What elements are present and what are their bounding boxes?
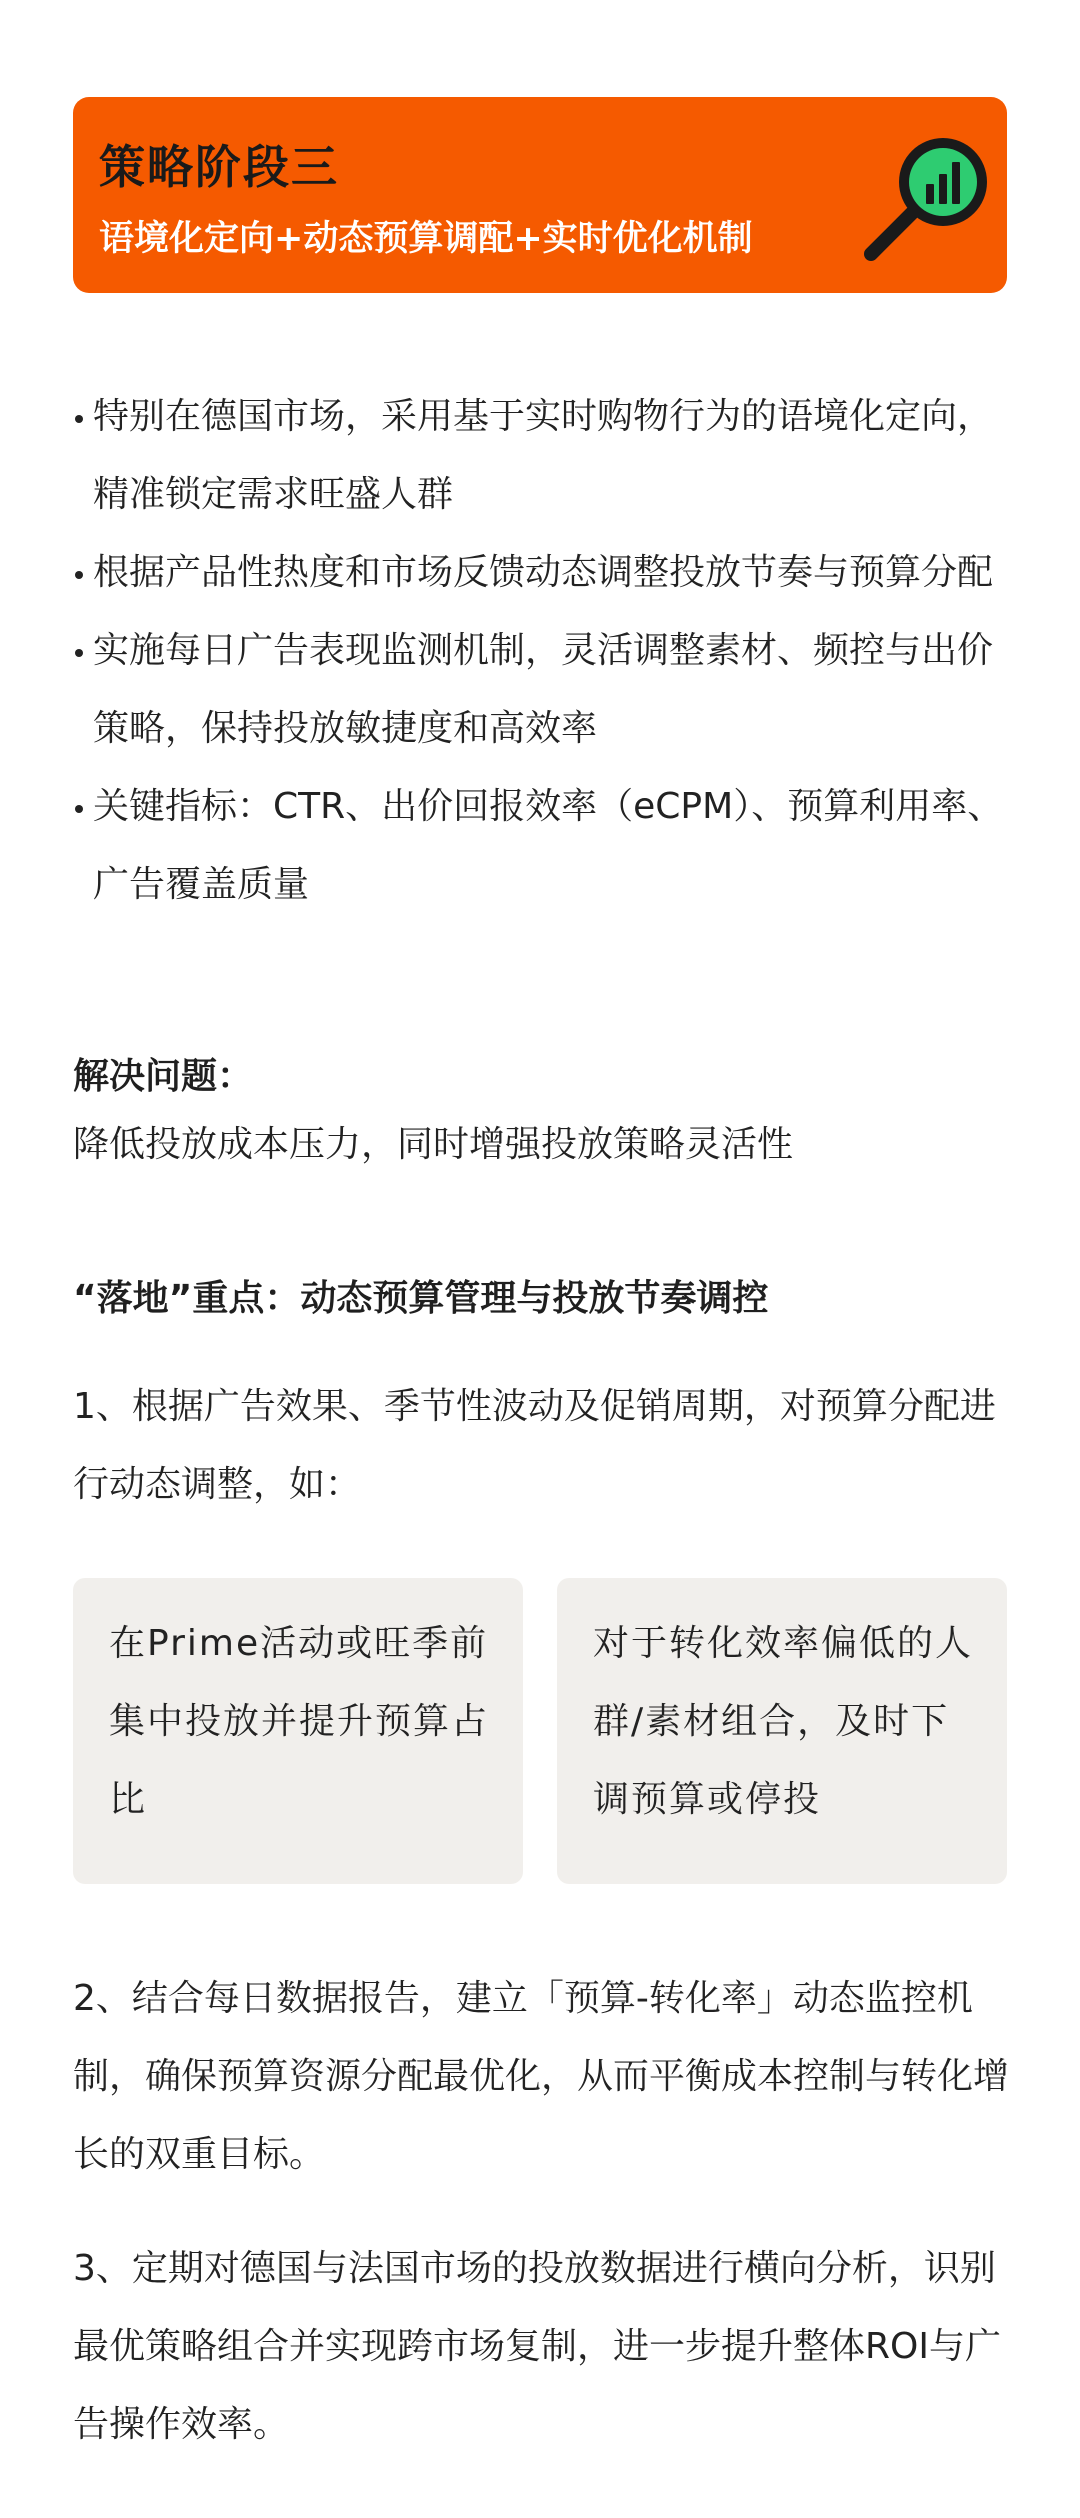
example-card-text: 对于转化效率偏低的人群/素材组合，及时下调预算或停投 bbox=[593, 1623, 974, 1820]
landing-point-1: 1、根据广告效果、季节性波动及促销周期，对预算分配进行动态调整，如： bbox=[73, 1386, 996, 1505]
landing-heading: “落地”重点：动态预算管理与投放节奏调控 bbox=[73, 1278, 769, 1319]
problem-text: 降低投放成本压力，同时增强投放策略灵活性 bbox=[73, 1124, 794, 1165]
banner-subtitle: 语境化定向+动态预算调配+实时优化机制 bbox=[99, 219, 753, 259]
landing-point-3: 3、定期对德国与法国市场的投放数据进行横向分析，识别最优策略组合并实现跨市场复制，进一步提升整体ROI与广告操作效率。 bbox=[73, 2248, 1001, 2445]
landing-point-2: 2、结合每日数据报告，建立「预算-转化率」动态监控机制，确保预算资源分配最优化，从而平衡成本控制与转化增长的双重目标。 bbox=[73, 1978, 1010, 2175]
bullet-item: 关键指标：CTR、出价回报效率（eCPM）、预算利用率、广告覆盖质量 bbox=[73, 768, 1013, 924]
magnifier-chart-icon bbox=[863, 132, 993, 262]
strategy-bullet-list bbox=[73, 378, 1013, 924]
example-card bbox=[557, 1578, 1007, 1884]
bullet-item: 特别在德国市场，采用基于实时购物行为的语境化定向，精准锁定需求旺盛人群 bbox=[73, 378, 1013, 534]
example-card bbox=[73, 1578, 523, 1884]
example-cards bbox=[73, 1578, 1007, 1884]
banner-title: 策略阶段三 bbox=[99, 140, 339, 194]
strategy-banner bbox=[73, 97, 1007, 293]
problem-heading: 解决问题： bbox=[73, 1056, 254, 1097]
example-card-text: 在Prime活动或旺季前集中投放并提升预算占比 bbox=[109, 1623, 490, 1820]
bullet-item: 根据产品性热度和市场反馈动态调整投放节奏与预算分配 bbox=[73, 534, 1013, 612]
bullet-item: 实施每日广告表现监测机制，灵活调整素材、频控与出价策略，保持投放敏捷度和高效率 bbox=[73, 612, 1013, 768]
